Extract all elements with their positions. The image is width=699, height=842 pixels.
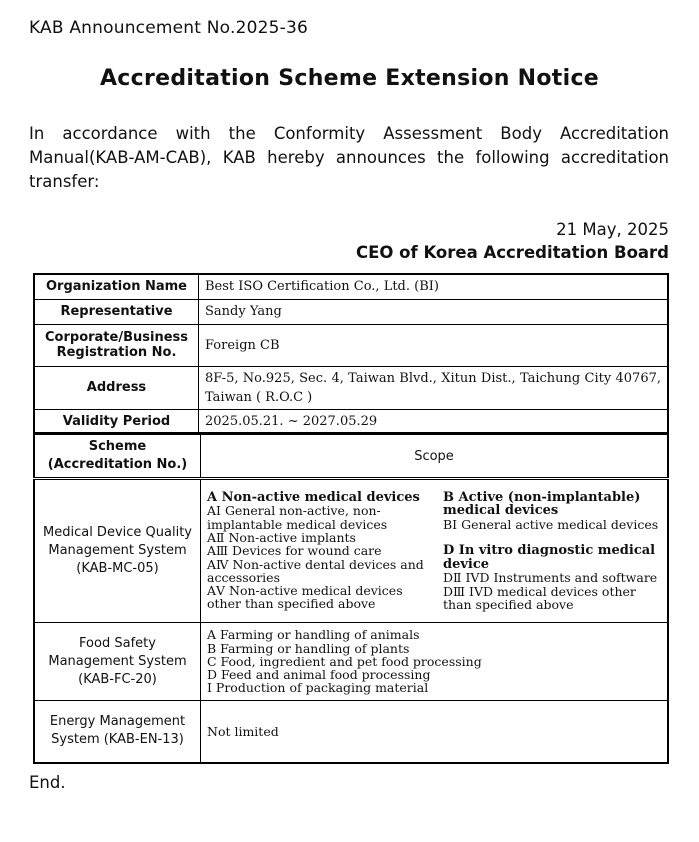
energy-scheme: Energy Management System (KAB-EN-13) xyxy=(34,701,201,763)
medical-a-item: AⅡ Non-active implants xyxy=(207,530,356,545)
food-item: C Food, ingredient and pet food processing xyxy=(207,653,482,669)
food-scheme: Food Safety Management System (KAB-FC-20) xyxy=(34,623,201,701)
representative-value: Sandy Yang xyxy=(199,299,669,324)
medical-a-title: A Non-active medical devices xyxy=(207,489,420,505)
org-name-value: Best ISO Certification Co., Ltd. (BI) xyxy=(199,274,669,299)
intro-paragraph: In accordance with the Conformity Assessment Body Accreditation Manual(KAB-AM-CAB), KAB hereby announces the following accreditation transfer: xyxy=(29,124,669,191)
address-label: Address xyxy=(34,366,199,409)
organization-info-table xyxy=(33,273,669,434)
page-title: Accreditation Scheme Extension Notice xyxy=(99,66,600,91)
org-name-label: Organization Name xyxy=(34,274,199,299)
end-marker: End. xyxy=(29,773,66,792)
medical-a-item: AⅢ Devices for wound care xyxy=(207,543,382,559)
medical-a-item: AⅤ Non-active medical devices other than specified above xyxy=(207,583,403,612)
food-scope xyxy=(201,623,669,701)
validity-value: 2025.05.21. ~ 2027.05.29 xyxy=(199,409,669,433)
food-item: D Feed and animal food processing xyxy=(207,667,431,683)
validity-label: Validity Period xyxy=(34,409,199,433)
medical-b-title: B Active (non-implantable) medical devices xyxy=(443,489,641,519)
energy-scope: Not limited xyxy=(201,701,669,763)
food-item: B Farming or handling of plants xyxy=(207,640,410,656)
notice-date: 21 May, 2025 xyxy=(556,220,669,239)
registration-value: Foreign CB xyxy=(199,324,669,366)
scope-table xyxy=(33,432,669,764)
scheme-header: Scheme (Accreditation No.) xyxy=(34,434,201,479)
food-item: A Farming or handling of animals xyxy=(207,627,420,643)
medical-a-item: AⅠ General non-active, non-implantable medical devices xyxy=(207,503,388,532)
scope-header: Scope xyxy=(201,434,669,479)
signatory: CEO of Korea Accreditation Board xyxy=(356,243,669,262)
medical-b-item: BⅠ General active medical devices xyxy=(443,516,659,532)
medical-d-item: DⅢ IVD medical devices other than specified above xyxy=(443,583,636,612)
address-value: 8F-5, No.925, Sec. 4, Taiwan Blvd., Xitun Dist., Taichung City 40767, Taiwan ( R.O.C ) xyxy=(199,366,669,409)
medical-d-title: D In vitro diagnostic medical device xyxy=(443,543,656,572)
medical-scheme: Medical Device Quality Management System (KAB-MC-05) xyxy=(34,479,201,623)
food-item: I Production of packaging material xyxy=(207,680,429,696)
medical-scope xyxy=(201,479,669,623)
registration-label: Corporate/Business Registration No. xyxy=(34,324,199,366)
representative-label: Representative xyxy=(34,299,199,324)
announcement-number: KAB Announcement No.2025-36 xyxy=(29,18,308,38)
medical-a-item: AⅣ Non-active dental devices and accessories xyxy=(207,556,424,585)
medical-d-item: DⅡ IVD Instruments and software xyxy=(443,570,658,586)
